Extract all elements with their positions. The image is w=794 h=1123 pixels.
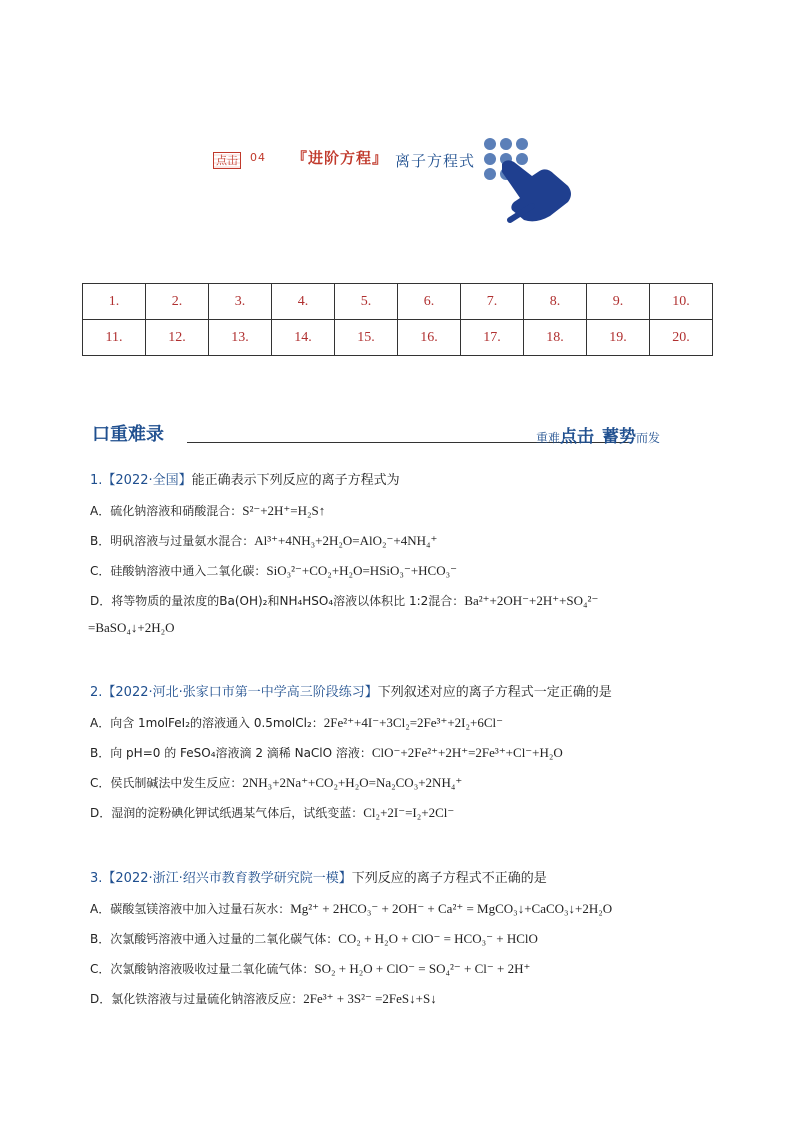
option-equation: 2Fe³⁺ + 3S²⁻ =2FeS↓+S↓	[303, 991, 437, 1006]
slogan-part-1: 重难	[536, 431, 561, 445]
answer-cell-18[interactable]: 18.	[524, 320, 587, 356]
option-label: A．硫化钠溶液和硝酸混合：	[90, 504, 243, 518]
option-a[interactable]	[90, 900, 710, 918]
option-c[interactable]	[90, 960, 710, 978]
option-label: A．向含 1molFeI₂的溶液通入 0.5molCl₂：	[90, 716, 324, 730]
option-label: A．碳酸氢镁溶液中加入过量石灰水：	[90, 902, 291, 916]
option-equation: SO₂ + H₂O + ClO⁻ = SO₄²⁻ + Cl⁻ + 2H⁺	[314, 961, 531, 976]
option-b[interactable]	[90, 930, 710, 948]
question-number: 1.	[90, 473, 103, 488]
option-equation: ClO⁻+2Fe²⁺+2H⁺=2Fe³⁺+Cl⁻+H₂O	[371, 745, 563, 760]
section-slogan	[536, 422, 660, 447]
option-label: B．次氯酸钙溶液中通入过量的二氧化碳气体：	[90, 932, 339, 946]
option-c[interactable]	[90, 562, 710, 580]
question-source: 【2022·浙江·绍兴市教育教学研究院一模】	[102, 871, 352, 886]
answer-grid-row-2	[83, 320, 713, 356]
question-source: 【2022·河北·张家口市第一中学高三阶段练习】	[102, 685, 378, 700]
option-label: C．侯氏制碱法中发生反应：	[90, 776, 243, 790]
answer-cell-8[interactable]: 8.	[524, 284, 587, 320]
header-badge: 点击	[213, 152, 241, 169]
option-label: B．向 pH=0 的 FeSO₄溶液滴 2 滴稀 NaClO 溶液：	[90, 746, 372, 760]
slogan-part-4: 而发	[636, 431, 661, 445]
answer-cell-10[interactable]: 10.	[650, 284, 713, 320]
answer-cell-7[interactable]: 7.	[461, 284, 524, 320]
answer-cell-5[interactable]: 5.	[335, 284, 398, 320]
option-b[interactable]	[90, 744, 710, 762]
option-equation: Mg²⁺ + 2HCO₃⁻ + 2OH⁻ + Ca²⁺ = MgCO₃↓+CaCO₃↓+2H₂O	[290, 901, 613, 916]
answer-cell-19[interactable]: 19.	[587, 320, 650, 356]
question-1	[90, 472, 710, 636]
option-equation: SiO₃²⁻+CO₂+H₂O=HSiO₃⁻+HCO₃⁻	[266, 563, 457, 578]
option-label: C．硅酸钠溶液中通入二氧化碳：	[90, 564, 267, 578]
question-text: 能正确表示下列反应的离子方程式为	[191, 473, 400, 488]
answer-cell-14[interactable]: 14.	[272, 320, 335, 356]
answer-cell-16[interactable]: 16.	[398, 320, 461, 356]
answer-cell-6[interactable]: 6.	[398, 284, 461, 320]
answer-cell-4[interactable]: 4.	[272, 284, 335, 320]
section-heading	[92, 418, 702, 446]
option-equation: Al³⁺+4NH₃+2H₂O=AlO₂⁻+4NH₄⁺	[254, 533, 438, 548]
answer-cell-17[interactable]: 17.	[461, 320, 524, 356]
answer-cell-12[interactable]: 12.	[146, 320, 209, 356]
answer-cell-13[interactable]: 13.	[209, 320, 272, 356]
answer-cell-15[interactable]: 15.	[335, 320, 398, 356]
question-source: 【2022·全国】	[102, 473, 192, 488]
answer-cell-9[interactable]: 9.	[587, 284, 650, 320]
question-stem	[90, 472, 710, 490]
page-header	[210, 136, 590, 224]
header-bracket-title: 『进阶方程』	[292, 149, 389, 167]
option-label: D．将等物质的量浓度的Ba(OH)₂和NH₄HSO₄溶液以体积比 1:2混合：	[90, 594, 465, 608]
answer-grid-row-1	[83, 284, 713, 320]
option-label: C．次氯酸钠溶液吸收过量二氧化硫气体：	[90, 962, 315, 976]
answer-cell-11[interactable]: 11.	[83, 320, 146, 356]
option-equation: CO₂ + H₂O + ClO⁻ = HCO₃⁻ + HClO	[338, 931, 538, 946]
option-equation: 2Fe²⁺+4I⁻+3Cl₂=2Fe³⁺+2I₂+6Cl⁻	[323, 715, 503, 730]
option-a[interactable]	[90, 502, 710, 520]
option-equation: Cl₂+2I⁻=I₂+2Cl⁻	[363, 805, 455, 820]
section-title: 口重难录	[92, 424, 164, 445]
question-stem	[90, 684, 710, 702]
question-number: 2.	[90, 685, 103, 700]
header-badge-number: 04	[250, 151, 266, 164]
option-a[interactable]	[90, 714, 710, 732]
answer-cell-20[interactable]: 20.	[650, 320, 713, 356]
question-number: 3.	[90, 871, 103, 886]
slogan-part-2: 点击	[560, 427, 595, 447]
option-b[interactable]	[90, 532, 710, 550]
question-2	[90, 684, 710, 822]
option-equation: S²⁻+2H⁺=H₂S↑	[242, 503, 326, 518]
option-d-continued: =BaSO₄↓+2H₂O	[88, 620, 175, 635]
option-d[interactable]	[90, 592, 710, 610]
question-text: 下列叙述对应的离子方程式一定正确的是	[377, 685, 612, 700]
answer-grid	[82, 283, 713, 356]
option-equation: Ba²⁺+2OH⁻+2H⁺+SO₄²⁻	[464, 593, 599, 608]
slogan-part-3: 蓄势	[602, 427, 637, 447]
option-d[interactable]	[90, 990, 710, 1008]
answer-cell-1[interactable]: 1.	[83, 284, 146, 320]
hand-pointer-keypad-icon	[480, 136, 575, 224]
answer-cell-2[interactable]: 2.	[146, 284, 209, 320]
option-c[interactable]	[90, 774, 710, 792]
header-topic-title: 离子方程式	[395, 152, 476, 170]
option-equation: 2NH₃+2Na⁺+CO₂+H₂O=Na₂CO₃+2NH₄⁺	[242, 775, 463, 790]
answer-cell-3[interactable]: 3.	[209, 284, 272, 320]
question-stem	[90, 870, 710, 888]
option-label: D．湿润的淀粉碘化钾试纸遇某气体后，试纸变蓝：	[90, 806, 364, 820]
question-text: 下列反应的离子方程式不正确的是	[351, 871, 547, 886]
question-3	[90, 870, 710, 1008]
option-label: B．明矾溶液与过量氨水混合：	[90, 534, 255, 548]
option-d[interactable]	[90, 804, 710, 822]
option-label: D．氯化铁溶液与过量硫化钠溶液反应：	[90, 992, 304, 1006]
